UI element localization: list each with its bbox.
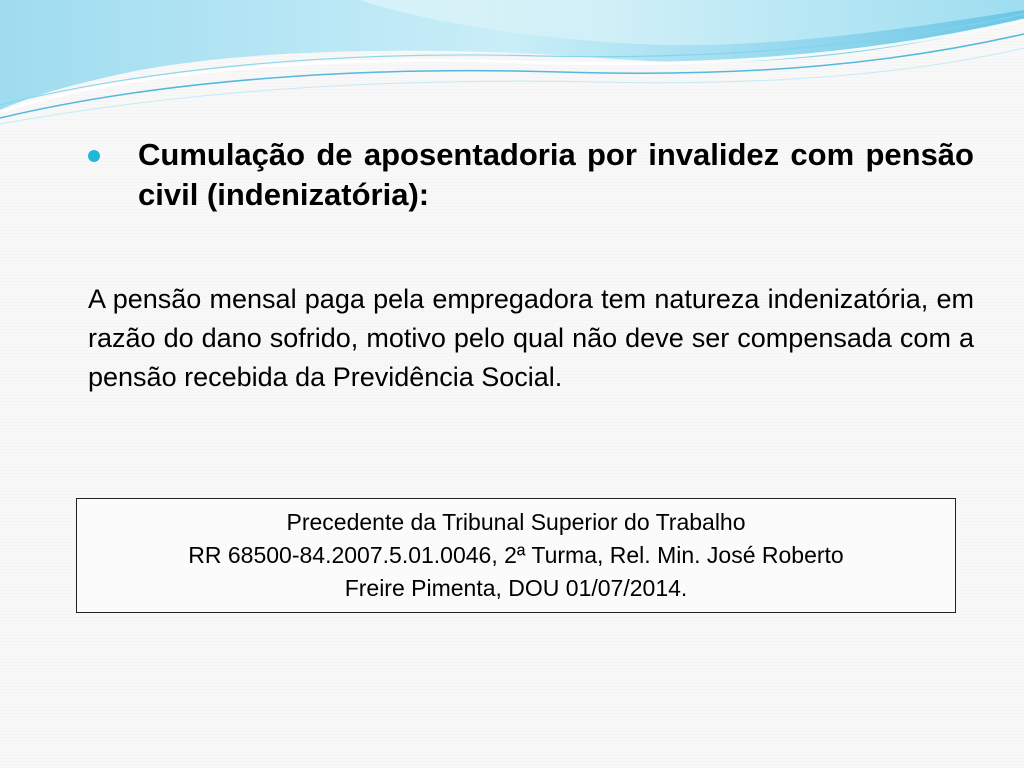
precedent-line-3: Freire Pimenta, DOU 01/07/2014.	[344, 575, 688, 601]
precedent-line-1: Precedente da Tribunal Superior do Trabalho	[286, 509, 746, 535]
precedent-line-2: RR 68500-84.2007.5.01.0046, 2ª Turma, Rel. Min. José Roberto	[188, 542, 844, 568]
body-paragraph: A pensão mensal paga pela empregadora tem natureza indenizatória, em razão do dano sofrido, motivo pelo qual não deve ser compensada com a pensão recebida da Previdência Social.	[88, 284, 974, 392]
bullet-dot-icon	[88, 150, 100, 162]
precedent-box	[76, 498, 956, 613]
bullet-title: Cumulação de aposentadoria por invalidez com pensão civil (indenizatória):	[138, 137, 974, 212]
bullet-item	[88, 135, 974, 215]
header-wave-decoration	[0, 0, 1024, 130]
